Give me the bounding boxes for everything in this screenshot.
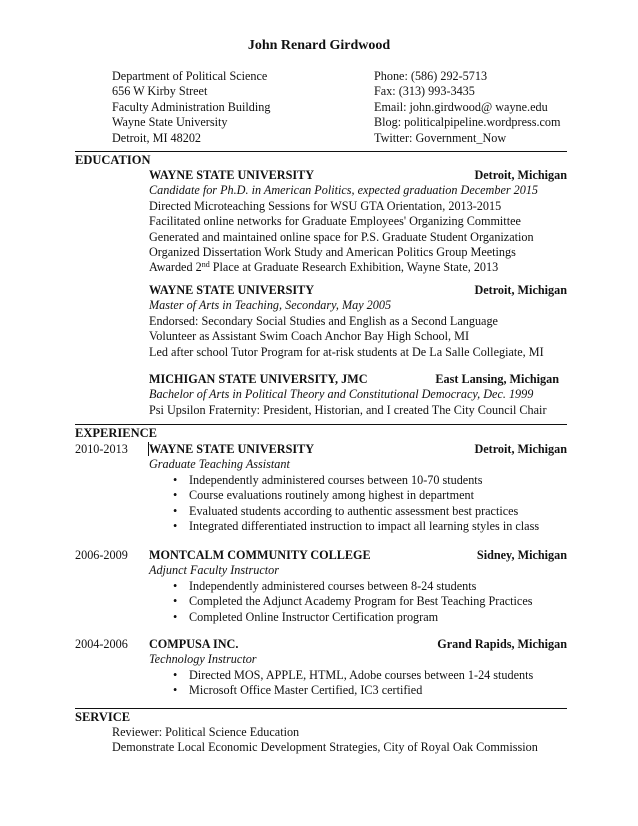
experience-location: Grand Rapids, Michigan bbox=[437, 637, 567, 651]
contact-university: Wayne State University bbox=[112, 115, 228, 130]
experience-location: Detroit, Michigan bbox=[474, 442, 567, 456]
list-item bbox=[149, 473, 567, 488]
education-institution: MICHIGAN STATE UNIVERSITY, JMC bbox=[149, 372, 368, 386]
education-line: Psi Upsilon Fraternity: President, Historian, and I created The City Council Chair bbox=[149, 402, 547, 417]
contact-department: Department of Political Science bbox=[112, 69, 268, 83]
contact-email: Email: john.girdwood@ wayne.edu bbox=[374, 99, 548, 114]
education-entry bbox=[149, 283, 567, 360]
education-line: Endorsed: Secondary Social Studies and English as a Second Language bbox=[149, 313, 498, 328]
bullet-text: Integrated differentiated instruction to impact all learning styles in class bbox=[189, 518, 540, 533]
education-location: Detroit, Michigan bbox=[474, 168, 567, 182]
education-degree: Candidate for Ph.D. in American Politics, expected graduation December 2015 bbox=[149, 183, 539, 198]
bullet-icon: • bbox=[173, 518, 178, 533]
bullet-text: Directed MOS, APPLE, HTML, Adobe courses between 1-24 students bbox=[189, 667, 534, 682]
service-line: Demonstrate Local Economic Development Strategies, City of Royal Oak Commission bbox=[112, 740, 538, 755]
experience-role: Graduate Teaching Assistant bbox=[149, 457, 290, 472]
contact-street: 656 W Kirby Street bbox=[112, 84, 208, 99]
education-line: Generated and maintained online space for P.S. Graduate Student Organization bbox=[149, 229, 534, 244]
education-institution: WAYNE STATE UNIVERSITY bbox=[149, 283, 315, 297]
education-line: Organized Dissertation Work Study and American Politics Group Meetings bbox=[149, 244, 516, 259]
bullet-text: Microsoft Office Master Certified, IC3 certified bbox=[189, 683, 423, 698]
education-award-line bbox=[149, 260, 567, 275]
bullet-text: Completed Online Instructor Certification program bbox=[189, 609, 439, 624]
experience-institution: WAYNE STATE UNIVERSITY bbox=[149, 442, 315, 456]
experience-heading: EXPERIENCE bbox=[75, 426, 157, 440]
service-line: Reviewer: Political Science Education bbox=[112, 725, 300, 739]
list-item bbox=[149, 519, 567, 534]
bullet-text: Evaluated students according to authentic assessment best practices bbox=[189, 503, 519, 518]
service-rule bbox=[75, 708, 567, 709]
education-degree: Bachelor of Arts in Political Theory and Constitutional Democracy, Dec. 1999 bbox=[149, 387, 534, 402]
education-rule bbox=[75, 151, 567, 152]
experience-years: 2010-2013 bbox=[75, 442, 128, 456]
list-item bbox=[149, 683, 567, 698]
list-item bbox=[149, 594, 567, 609]
award-text: Awarded 2 bbox=[149, 260, 202, 275]
award-text-rest: Place at Graduate Research Exhibition, Wayne State, 2013 bbox=[209, 260, 499, 275]
experience-institution: COMPUSA INC. bbox=[149, 637, 239, 651]
experience-location: Sidney, Michigan bbox=[476, 548, 567, 562]
education-institution: WAYNE STATE UNIVERSITY bbox=[149, 168, 315, 182]
education-line: Directed Microteaching Sessions for WSU GTA Orientation, 2013-2015 bbox=[149, 198, 502, 213]
bullet-icon: • bbox=[173, 503, 178, 518]
education-entry bbox=[149, 372, 567, 418]
experience-rule bbox=[75, 424, 567, 425]
experience-role: Adjunct Faculty Instructor bbox=[149, 563, 279, 578]
education-degree: Master of Arts in Teaching, Secondary, May 2005 bbox=[149, 298, 392, 313]
education-location: East Lansing, Michigan bbox=[435, 372, 559, 386]
list-item bbox=[149, 579, 567, 594]
bullet-text: Independently administered courses between 10-70 students bbox=[189, 472, 483, 487]
experience-entry bbox=[149, 442, 567, 534]
bullet-icon: • bbox=[173, 609, 178, 624]
contact-twitter: Twitter: Government_Now bbox=[374, 130, 507, 145]
award-superscript: nd bbox=[201, 260, 210, 270]
contact-phone: Phone: (586) 292-5713 bbox=[374, 69, 488, 83]
contact-right-block bbox=[374, 69, 561, 146]
experience-years: 2006-2009 bbox=[75, 548, 128, 562]
contact-blog: Blog: politicalpipeline.wordpress.com bbox=[374, 115, 561, 130]
education-line: Facilitated online networks for Graduate Employees' Organizing Committee bbox=[149, 214, 521, 229]
bullet-text: Independently administered courses between 8-24 students bbox=[189, 578, 477, 593]
service-heading: SERVICE bbox=[75, 710, 131, 724]
experience-bullet-list bbox=[149, 473, 567, 535]
list-item bbox=[149, 488, 567, 503]
experience-bullet-list bbox=[149, 579, 567, 625]
list-item bbox=[149, 504, 567, 519]
bullet-icon: • bbox=[173, 578, 178, 593]
bullet-icon: • bbox=[173, 472, 178, 487]
bullet-text: Course evaluations routinely among highest in department bbox=[189, 488, 474, 503]
bullet-icon: • bbox=[173, 488, 178, 503]
bullet-icon: • bbox=[173, 667, 178, 682]
experience-entry bbox=[149, 637, 567, 699]
education-location: Detroit, Michigan bbox=[474, 283, 567, 297]
bullet-text: Completed the Adjunct Academy Program for Best Teaching Practices bbox=[189, 594, 533, 609]
service-block bbox=[112, 725, 538, 756]
experience-years: 2004-2006 bbox=[75, 637, 128, 651]
contact-left-block bbox=[112, 69, 270, 146]
bullet-icon: • bbox=[173, 683, 178, 698]
contact-fax: Fax: (313) 993-3435 bbox=[374, 84, 475, 99]
bullet-icon: • bbox=[173, 594, 178, 609]
list-item bbox=[149, 610, 567, 625]
experience-entry bbox=[149, 548, 567, 625]
education-line: Led after school Tutor Program for at-risk students at De La Salle Collegiate, MI bbox=[149, 344, 544, 359]
resume-name: John Renard Girdwood bbox=[247, 38, 391, 53]
experience-institution: MONTCALM COMMUNITY COLLEGE bbox=[149, 548, 371, 562]
list-item bbox=[149, 668, 567, 683]
contact-city: Detroit, MI 48202 bbox=[112, 130, 202, 145]
experience-bullet-list bbox=[149, 668, 567, 699]
education-line: Volunteer as Assistant Swim Coach Anchor Bay High School, MI bbox=[149, 329, 470, 344]
education-entry bbox=[149, 168, 567, 276]
education-heading: EDUCATION bbox=[75, 153, 151, 167]
experience-role: Technology Instructor bbox=[149, 652, 257, 667]
contact-building: Faculty Administration Building bbox=[112, 99, 271, 114]
